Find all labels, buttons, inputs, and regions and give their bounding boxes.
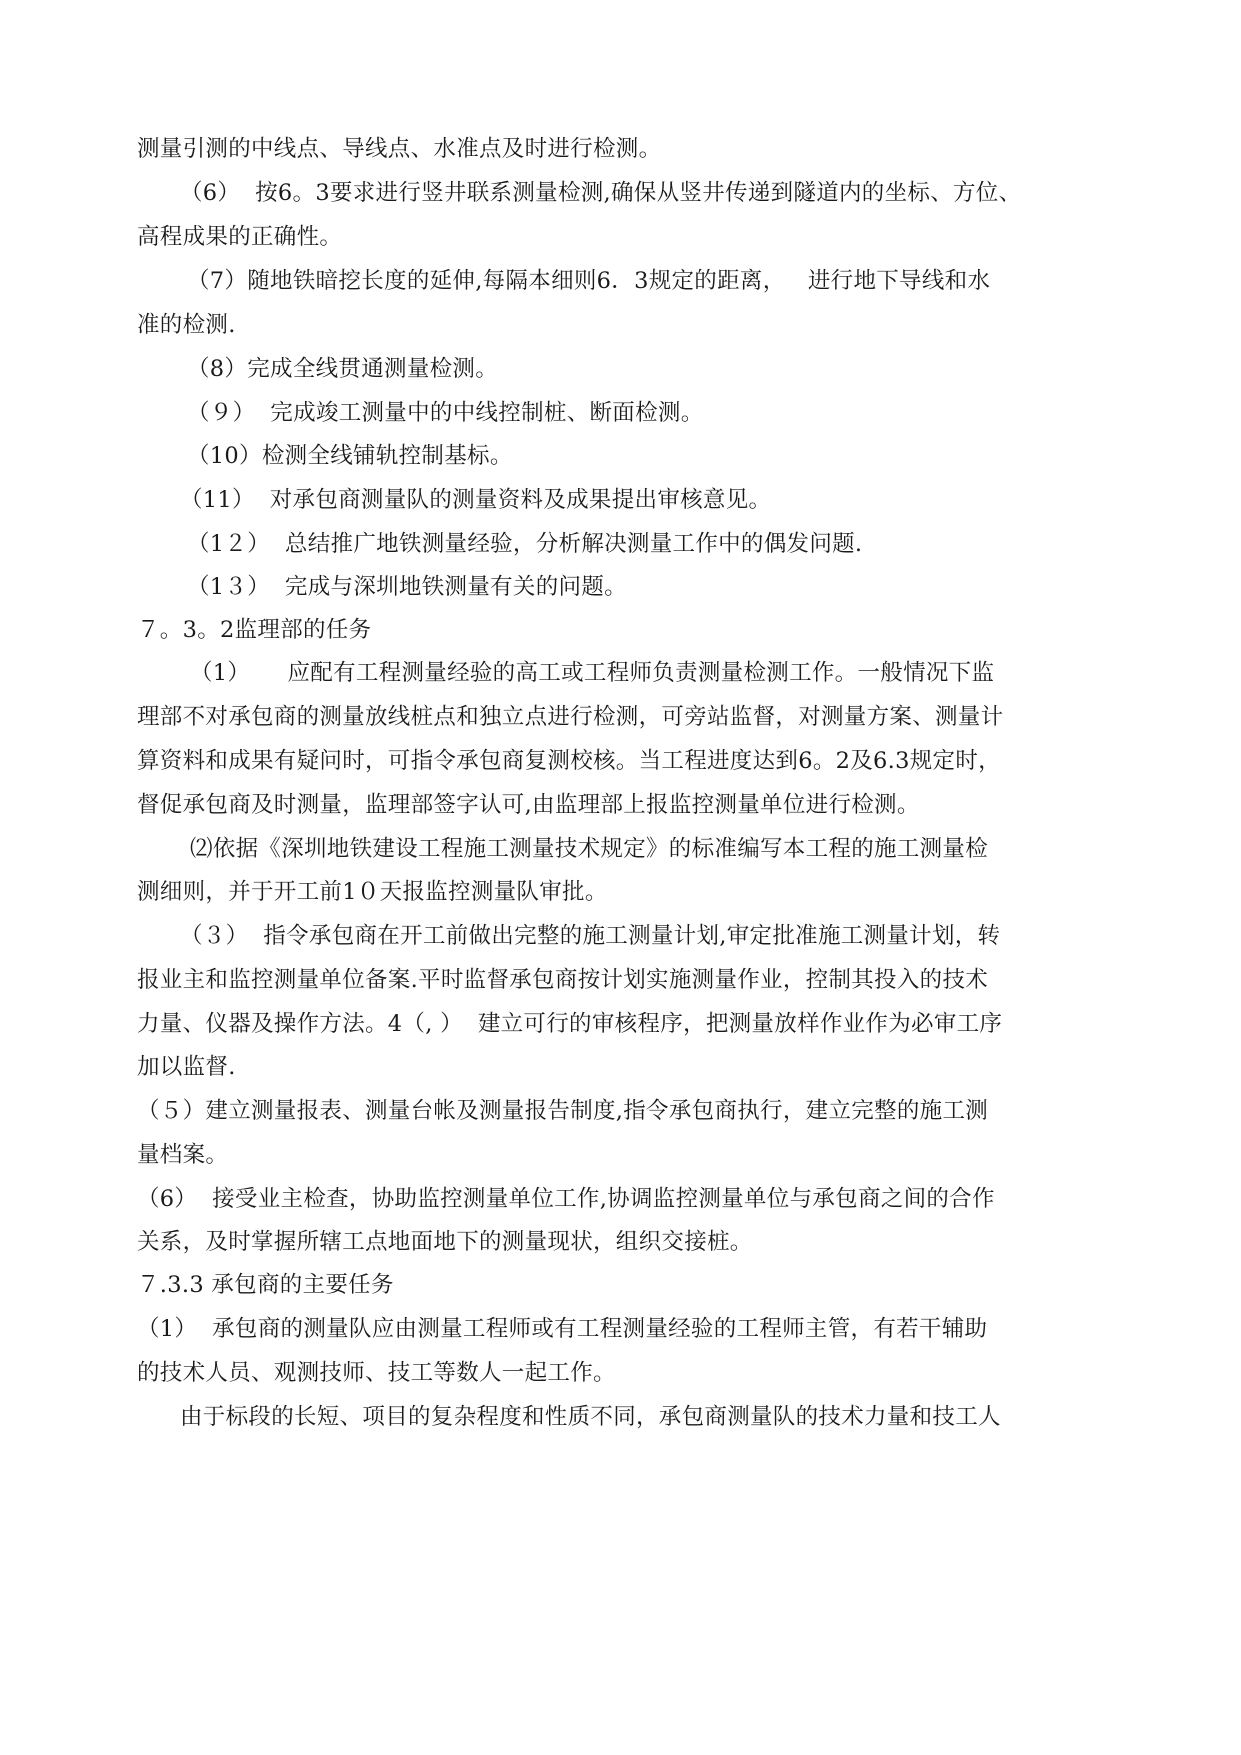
text-line: 高程成果的正确性。 [137, 224, 343, 250]
text-line: 准的检测. [137, 312, 236, 338]
text-line: 报业主和监控测量单位备案.平时监督承包商按计划实施测量作业，控制其投入的技术 [137, 967, 989, 993]
text-line: 督促承包商及时测量，监理部签字认可,由监理部上报监控测量单位进行检测。 [137, 792, 920, 818]
text-line: 算资料和成果有疑问时，可指令承包商复测校核。当工程进度达到6。2及6.3规定时， [137, 748, 1001, 774]
text-line: （8）完成全线贯通测量检测。 [187, 356, 499, 382]
text-line: 测细则，并于开工前1０天报监控测量队审批。 [137, 879, 608, 905]
text-line: 由于标段的长短、项目的复杂程度和性质不同，承包商测量队的技术力量和技工人 [180, 1404, 1001, 1430]
text-line: 测量引测的中线点、导线点、水准点及时进行检测。 [137, 136, 662, 162]
text-line: （10）检测全线铺轨控制基标。 [187, 443, 513, 469]
section-heading: ７。3。2监理部的任务 [137, 617, 372, 643]
text-line: （6） 接受业主检查，协助监控测量单位工作,协调监控测量单位与承包商之间的合作 [137, 1186, 995, 1212]
text-line: （7）随地铁暗挖长度的延伸,每隔本细则6．3规定的距离， 进行地下导线和水 [187, 268, 991, 294]
text-line: （３） 指令承包商在开工前做出完整的施工测量计划,审定批准施工测量计划，转 [180, 923, 1001, 949]
text-line: 力量、仪器及操作方法。4（, ） 建立可行的审核程序，把测量放样作业作为必审工序 [137, 1011, 1003, 1037]
text-line: （1） 承包商的测量队应由测量工程师或有工程测量经验的工程师主管，有若干辅助 [137, 1316, 988, 1342]
text-line: 量档案。 [137, 1142, 229, 1168]
text-line: （５）建立测量报表、测量台帐及测量报告制度,指令承包商执行，建立完整的施工测 [137, 1098, 989, 1124]
text-line: （９） 完成竣工测量中的中线控制桩、断面检测。 [187, 400, 704, 426]
text-line: 加以监督. [137, 1054, 236, 1080]
text-line: 的技术人员、观测技师、技工等数人一起工作。 [137, 1360, 616, 1386]
text-line: （6） 按6。3要求进行竖井联系测量检测,确保从竖井传递到隧道内的坐标、方位、 [180, 180, 1022, 206]
text-line: 理部不对承包商的测量放线桩点和独立点进行检测，可旁站监督，对测量方案、测量计 [137, 704, 1004, 730]
text-line: ⑵依据《深圳地铁建设工程施工测量技术规定》的标准编写本工程的施工测量检 [190, 836, 989, 862]
section-heading: ７.3.3 承包商的主要任务 [137, 1272, 394, 1298]
text-line: （1） 应配有工程测量经验的高工或工程师负责测量检测工作。一般情况下监 [190, 660, 995, 686]
text-line: （11） 对承包商测量队的测量资料及成果提出审核意见。 [180, 487, 772, 513]
text-line: （1３） 完成与深圳地铁测量有关的问题。 [187, 574, 627, 600]
text-line: （1２） 总结推广地铁测量经验，分析解决测量工作中的偶发问题. [187, 531, 863, 557]
text-line: 关系，及时掌握所辖工点地面地下的测量现状，组织交接桩。 [137, 1229, 753, 1255]
